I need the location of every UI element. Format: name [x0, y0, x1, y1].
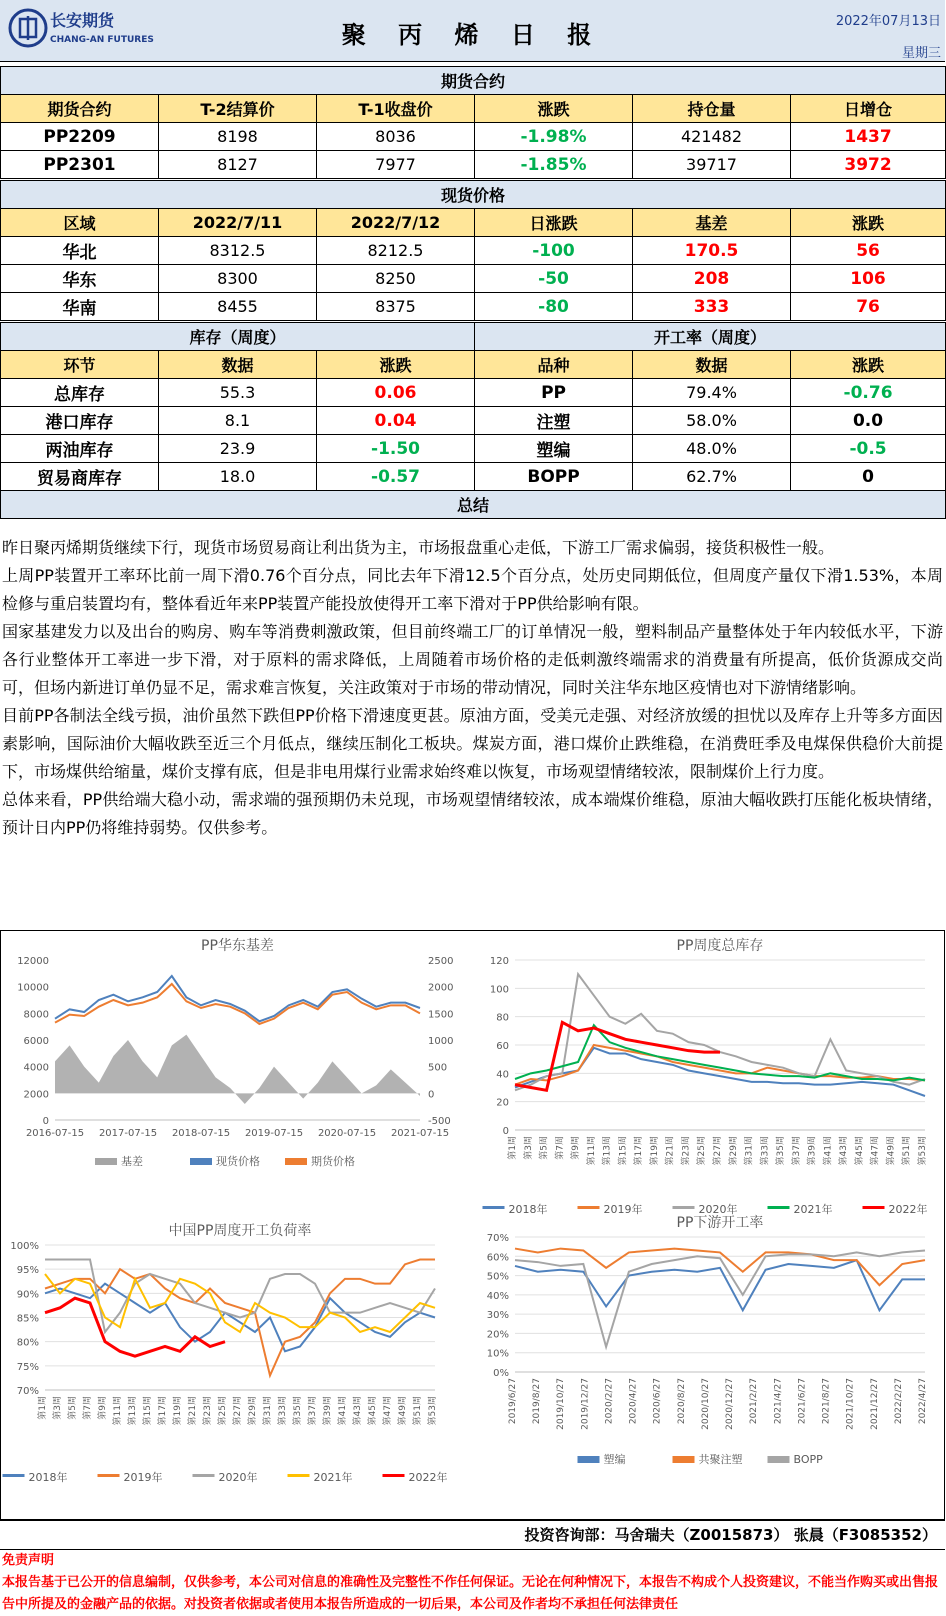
- cell: 79.4%: [633, 379, 791, 407]
- y-tick-label: 70%: [16, 1386, 39, 1397]
- change-cell: 56: [791, 237, 946, 265]
- x-tick-label: 第33周: [278, 1396, 288, 1426]
- change-cell: -0.57: [317, 463, 475, 491]
- y-tick-label: 85%: [16, 1313, 39, 1325]
- cell: 18.0: [159, 463, 317, 491]
- legend-swatch: [3, 1474, 25, 1477]
- inventory-section-title: 库存（周度）: [1, 323, 475, 351]
- x-tick-label: 第31周: [263, 1396, 273, 1426]
- spot-header-row: [1, 209, 946, 237]
- basis-cell: 333: [633, 293, 791, 321]
- series-line: [515, 1251, 925, 1347]
- series-line: [45, 1260, 435, 1333]
- y-tick-label: 4000: [23, 1062, 49, 1074]
- col-header: T-2结算价: [159, 95, 317, 123]
- x-tick-label: 第15周: [143, 1396, 153, 1426]
- x-tick-label: 2020/6/27: [652, 1378, 663, 1425]
- x-tick-label: 第31周: [744, 1136, 755, 1166]
- col-header: 区域: [1, 209, 159, 237]
- legend-swatch: [673, 1206, 695, 1209]
- cell: 8312.5: [159, 237, 317, 265]
- x-tick-label: 第3周: [53, 1396, 63, 1420]
- x-tick-label: 第41周: [338, 1396, 348, 1426]
- legend-swatch: [483, 1206, 505, 1209]
- legend-label: 现货价格: [216, 1155, 260, 1168]
- cell: 55.3: [159, 379, 317, 407]
- x-tick-label: 2021/8/27: [821, 1378, 832, 1425]
- change-cell: -1.50: [317, 435, 475, 463]
- col-header: 涨跌: [791, 209, 946, 237]
- y-right-tick-label: 0: [428, 1089, 435, 1101]
- cell: 8198: [159, 123, 317, 151]
- x-tick-label: 第33周: [760, 1136, 771, 1166]
- chart-title: PP华东基差: [201, 938, 274, 954]
- change-cell: -0.76: [791, 379, 946, 407]
- y-tick-label: 0: [42, 1116, 49, 1127]
- col-header: 持仓量: [633, 95, 791, 123]
- x-tick-label: 2022/4/27: [918, 1378, 928, 1425]
- legend-swatch: [190, 1158, 212, 1165]
- x-tick-label: 第37周: [791, 1136, 802, 1166]
- x-tick-label: 第17周: [634, 1136, 645, 1166]
- col-header: T-1收盘价: [317, 95, 475, 123]
- x-tick-label: 第53周: [428, 1396, 438, 1426]
- legend-label: BOPP: [793, 1453, 823, 1466]
- col-header: 数据: [633, 351, 791, 379]
- y-tick-label: 50%: [486, 1271, 509, 1283]
- table-row: [1, 293, 946, 321]
- legend-label: 期货价格: [311, 1155, 355, 1168]
- x-tick-label: 第11周: [586, 1136, 597, 1166]
- y-tick-label: 120: [489, 956, 509, 967]
- y-right-tick-label: 2000: [428, 982, 454, 994]
- change-cell: 0: [791, 463, 946, 491]
- y-tick-label: 30%: [486, 1310, 509, 1322]
- change-cell: 0.06: [317, 379, 475, 407]
- cell: 两油库存: [1, 435, 159, 463]
- x-tick-label: 2021-07-15: [390, 1128, 450, 1139]
- y-right-tick-label: -500: [428, 1116, 451, 1127]
- chart-title: PP下游开工率: [676, 1215, 764, 1231]
- cell: 421482: [633, 123, 791, 151]
- change-cell: -80: [475, 293, 633, 321]
- legend-swatch: [768, 1206, 790, 1209]
- y-right-tick-label: 2500: [428, 956, 454, 967]
- x-tick-label: 第9周: [571, 1136, 582, 1160]
- y-right-tick-label: 1500: [428, 1009, 454, 1021]
- change-cell: 1437: [791, 123, 946, 151]
- change-cell: 76: [791, 293, 946, 321]
- x-tick-label: 第49周: [886, 1136, 897, 1166]
- futures-section-title: 期货合约: [1, 67, 946, 95]
- x-tick-label: 2021/2/27: [749, 1378, 760, 1425]
- x-tick-label: 2020-07-15: [317, 1128, 377, 1139]
- y-tick-label: 12000: [17, 956, 49, 967]
- legend-swatch: [578, 1206, 600, 1209]
- col-header: 环节: [1, 351, 159, 379]
- y-tick-label: 40: [496, 1069, 509, 1081]
- disclaimer-title: 免责声明: [2, 1553, 55, 1568]
- region-cell: 华东: [1, 265, 159, 293]
- legend-label: 共聚注塑: [698, 1453, 743, 1466]
- col-header: 涨跌: [791, 351, 946, 379]
- disclaimer-body: 本报告基于已公开的信息编制，仅供参考，本公司对信息的准确性及完整性不作任何保证。无论在何种情况下，本报告不构成个人投资建议，不能当作购买或出售报告中所提及的金融产品的依据。对投资者依据或者使用本报告所造成的一切后果，本公司及作者均不承担任何法律责任: [2, 1575, 939, 1612]
- x-tick-label: 第43周: [353, 1396, 363, 1426]
- x-tick-label: 第21周: [665, 1136, 676, 1166]
- change-cell: 0.04: [317, 407, 475, 435]
- x-tick-label: 2022/2/27: [893, 1378, 904, 1425]
- x-tick-label: 第23周: [681, 1136, 692, 1166]
- x-tick-label: 2016-07-15: [25, 1128, 85, 1139]
- y-tick-label: 100%: [10, 1241, 39, 1252]
- x-tick-label: 第21周: [188, 1396, 198, 1426]
- x-tick-label: 第15周: [618, 1136, 629, 1166]
- y-tick-label: 75%: [16, 1361, 39, 1373]
- x-tick-label: 第49周: [398, 1396, 408, 1426]
- y-tick-label: 20: [496, 1097, 509, 1109]
- x-tick-label: 第25周: [218, 1396, 228, 1426]
- disclaimer: [2, 1550, 943, 1616]
- legend-label: 2019年: [123, 1471, 163, 1484]
- x-tick-label: 第53周: [918, 1136, 928, 1166]
- y-tick-label: 10000: [17, 982, 49, 994]
- y-tick-label: 2000: [23, 1089, 49, 1101]
- legend-swatch: [383, 1474, 405, 1477]
- x-tick-label: 第5周: [68, 1396, 78, 1420]
- x-tick-label: 2021/12/27: [869, 1378, 880, 1430]
- legend-label: 2021年: [793, 1203, 833, 1216]
- chart-title: 中国PP周度开工负荷率: [168, 1223, 312, 1239]
- y-tick-label: 60: [496, 1041, 509, 1052]
- table-row: [1, 265, 946, 293]
- y-tick-label: 0%: [493, 1368, 509, 1379]
- table-row: [1, 407, 946, 435]
- x-tick-label: 第45周: [368, 1396, 378, 1426]
- x-tick-label: 第5周: [539, 1136, 550, 1160]
- x-tick-label: 第27周: [233, 1396, 243, 1426]
- cell: 8212.5: [317, 237, 475, 265]
- series-line: [55, 976, 420, 1021]
- legend-label: 2022年: [888, 1203, 928, 1216]
- col-header: 基差: [633, 209, 791, 237]
- x-tick-label: 2020/8/27: [676, 1378, 687, 1425]
- legend-label: 基差: [121, 1155, 143, 1168]
- cell: 贸易商库存: [1, 463, 159, 491]
- cell: 8300: [159, 265, 317, 293]
- x-tick-label: 第27周: [713, 1136, 723, 1166]
- x-tick-label: 第29周: [728, 1136, 739, 1166]
- cell: 8036: [317, 123, 475, 151]
- x-tick-label: 第39周: [807, 1136, 818, 1166]
- cell: 总库存: [1, 379, 159, 407]
- legend-swatch: [863, 1206, 885, 1209]
- cell: BOPP: [475, 463, 633, 491]
- y-right-tick-label: 1000: [428, 1036, 454, 1047]
- y-tick-label: 100: [489, 984, 509, 996]
- y-tick-label: 10%: [486, 1348, 509, 1360]
- company-name-en: CHANG-AN FUTURES: [50, 35, 154, 45]
- x-tick-label: 2019/6/27: [508, 1378, 518, 1425]
- x-tick-label: 第35周: [776, 1136, 787, 1166]
- y-tick-label: 0: [502, 1126, 509, 1137]
- cell: 8375: [317, 293, 475, 321]
- summary-text: [2, 534, 943, 842]
- series-area: [55, 1035, 420, 1104]
- futures-header-row: [1, 95, 946, 123]
- x-tick-label: 2020/2/27: [604, 1378, 615, 1425]
- contact-line: 投资咨询部：马舍瑞夫（Z0015873） 张晨（F3085352）: [0, 1520, 945, 1550]
- change-cell: 0.0: [791, 407, 946, 435]
- y-tick-label: 80%: [16, 1337, 39, 1349]
- legend-label: 2018年: [28, 1471, 68, 1484]
- legend-swatch: [578, 1456, 600, 1463]
- y-tick-label: 20%: [486, 1329, 509, 1341]
- report-weekday: 星期三: [901, 46, 941, 61]
- x-tick-label: 第51周: [413, 1396, 423, 1426]
- x-tick-label: 第37周: [308, 1396, 318, 1426]
- cell: 39717: [633, 151, 791, 179]
- report-title: 聚 丙 烯 日 报: [341, 21, 604, 49]
- change-cell: 3972: [791, 151, 946, 179]
- x-tick-label: 第47周: [870, 1136, 881, 1166]
- col-header: 2022/7/11: [159, 209, 317, 237]
- x-tick-label: 第41周: [823, 1136, 834, 1166]
- x-tick-label: 2021/6/27: [797, 1378, 808, 1425]
- legend-label: 2018年: [508, 1203, 548, 1216]
- x-tick-label: 2020/10/27: [700, 1378, 711, 1430]
- change-cell: -50: [475, 265, 633, 293]
- cell: 58.0%: [633, 407, 791, 435]
- table-row: [1, 463, 946, 491]
- basis-cell: 208: [633, 265, 791, 293]
- charts-svg: [0, 930, 945, 1520]
- legend-swatch: [285, 1158, 307, 1165]
- legend-swatch: [193, 1474, 215, 1477]
- cell: 港口库存: [1, 407, 159, 435]
- summary-paragraph: 总体来看，PP供给端大稳小动，需求端的强预期仍未兑现，市场观望情绪较浓，成本端煤价维稳，原油大幅收跌打压能化板块情绪，预计日内PP仍将维持弱势。仅供参考。: [2, 790, 943, 837]
- region-cell: 华北: [1, 237, 159, 265]
- cell: 注塑: [475, 407, 633, 435]
- y-tick-label: 8000: [23, 1009, 49, 1021]
- y-tick-label: 70%: [486, 1233, 509, 1244]
- x-tick-label: 第13周: [128, 1396, 138, 1426]
- legend-swatch: [288, 1474, 310, 1477]
- col-header: 日涨跌: [475, 209, 633, 237]
- table-row: [1, 435, 946, 463]
- x-tick-label: 第29周: [248, 1396, 258, 1426]
- summary-section-title: 总结: [1, 491, 946, 519]
- x-tick-label: 第13周: [602, 1136, 613, 1166]
- x-tick-label: 2019-07-15: [244, 1128, 304, 1139]
- x-tick-label: 第45周: [854, 1136, 865, 1166]
- series-line: [55, 984, 420, 1024]
- col-header: 数据: [159, 351, 317, 379]
- change-cell: -1.85%: [475, 151, 633, 179]
- cell: 塑编: [475, 435, 633, 463]
- report-date: 2022年07月13日: [835, 14, 941, 29]
- summary-paragraph: 目前PP各制法全线亏损，油价虽然下跌但PP价格下滑速度更甚。原油方面，受美元走强、对经济放缓的担忧以及库存上升等多方面因素影响，国际油价大幅收跌至近三个月低点，继续压制化工板块。煤炭方面，港口煤价止跌维稳，在消费旺季及电煤保供稳价大前提下，市场煤供给缩量，煤价支撑有底，但是非电用煤行业需求始终难以恢复，市场观望情绪较浓，限制煤价上行力度。: [2, 706, 943, 781]
- y-tick-label: 95%: [16, 1265, 39, 1277]
- y-tick-label: 60%: [486, 1252, 509, 1264]
- y-tick-label: 6000: [23, 1036, 49, 1047]
- x-tick-label: 第1周: [38, 1396, 48, 1420]
- legend-swatch: [673, 1456, 695, 1463]
- table-row: [1, 123, 946, 151]
- y-tick-label: 90%: [16, 1289, 39, 1301]
- futures-table: [0, 66, 946, 179]
- cell: 23.9: [159, 435, 317, 463]
- col-header: 品种: [475, 351, 633, 379]
- col-header: 期货合约: [1, 95, 159, 123]
- cell: PP: [475, 379, 633, 407]
- operating-section-title: 开工率（周度）: [475, 323, 946, 351]
- x-tick-label: 第17周: [158, 1396, 168, 1426]
- x-tick-label: 第3周: [523, 1136, 534, 1160]
- summary-paragraph: 国家基建发力以及出台的购房、购车等消费刺激政策，但目前终端工厂的订单情况一般，塑料制品产量整体处于年内较低水平，下游各行业整体开工率进一步下滑，对于原料的需求降低，上周随着市场价格的走低刺激终端需求的消费量有所提高，低价货源成交尚可，但场内新进订单仍显不足，需求难言恢复，关注政策对于市场的带动情况，同时关注华东地区疫情也对下游情绪影响。: [2, 622, 943, 697]
- legend-label: 2019年: [603, 1203, 643, 1216]
- x-tick-label: 2021/10/27: [845, 1378, 856, 1430]
- region-cell: 华南: [1, 293, 159, 321]
- x-tick-label: 第11周: [113, 1396, 123, 1426]
- table-row: [1, 151, 946, 179]
- change-cell: 106: [791, 265, 946, 293]
- y-right-tick-label: 500: [428, 1062, 448, 1074]
- col-header: 涨跌: [317, 351, 475, 379]
- summary-paragraph: 上周PP装置开工率环比前一周下滑0.76个百分点，同比去年下滑12.5个百分点，处历史同期低位，但周度产量仅下滑1.53%，本周检修与重启装置均有，整体看近年来PP装置产能投放使得开工率下滑对于PP供给影响有限。: [2, 566, 943, 613]
- cell: 8455: [159, 293, 317, 321]
- inventory-operating-table: [0, 322, 946, 519]
- table-row: [1, 237, 946, 265]
- contract-cell: PP2209: [1, 123, 159, 151]
- x-tick-label: 第7周: [83, 1396, 93, 1420]
- x-tick-label: 第47周: [383, 1396, 393, 1426]
- x-tick-label: 第7周: [555, 1136, 566, 1160]
- x-tick-label: 第19周: [173, 1396, 183, 1426]
- chart-title: PP周度总库存: [676, 938, 764, 954]
- x-tick-label: 第51周: [902, 1136, 913, 1166]
- x-tick-label: 2019/12/27: [580, 1378, 591, 1430]
- x-tick-label: 第25周: [697, 1136, 708, 1166]
- cell: 8250: [317, 265, 475, 293]
- col-header: 2022/7/12: [317, 209, 475, 237]
- x-tick-label: 2020/12/27: [725, 1378, 736, 1430]
- summary-paragraph: 昨日聚丙烯期货继续下行，现货市场贸易商让利出货为主，市场报盘重心走低，下游工厂需求偏弱，接货积极性一般。: [2, 538, 835, 557]
- cell: 8127: [159, 151, 317, 179]
- x-tick-label: 第43周: [839, 1136, 850, 1166]
- series-line: [45, 1298, 225, 1356]
- x-tick-label: 第23周: [203, 1396, 213, 1426]
- change-cell: -1.98%: [475, 123, 633, 151]
- x-tick-label: 第35周: [293, 1396, 303, 1426]
- contract-cell: PP2301: [1, 151, 159, 179]
- legend-label: 2022年: [408, 1471, 448, 1484]
- x-tick-label: 第1周: [508, 1136, 518, 1160]
- legend-swatch: [768, 1456, 790, 1463]
- spot-section-title: 现货价格: [1, 181, 946, 209]
- x-tick-label: 2019/10/27: [556, 1378, 567, 1430]
- y-tick-label: 40%: [486, 1290, 509, 1302]
- x-tick-label: 第9周: [98, 1396, 108, 1420]
- spot-table: [0, 180, 946, 321]
- x-tick-label: 2018-07-15: [171, 1128, 231, 1139]
- change-cell: -0.5: [791, 435, 946, 463]
- x-tick-label: 2021/4/27: [773, 1378, 784, 1425]
- inventory-header-row: [1, 351, 946, 379]
- col-header: 涨跌: [475, 95, 633, 123]
- legend-swatch: [95, 1158, 117, 1165]
- x-tick-label: 2019/8/27: [532, 1378, 543, 1425]
- col-header: 日增仓: [791, 95, 946, 123]
- cell: 48.0%: [633, 435, 791, 463]
- cell: 8.1: [159, 407, 317, 435]
- x-tick-label: 第39周: [323, 1396, 333, 1426]
- x-tick-label: 第19周: [649, 1136, 660, 1166]
- legend-swatch: [98, 1474, 120, 1477]
- legend-label: 2020年: [218, 1471, 258, 1484]
- change-cell: -100: [475, 237, 633, 265]
- cell: 7977: [317, 151, 475, 179]
- cell: 62.7%: [633, 463, 791, 491]
- legend-label: 2021年: [313, 1471, 353, 1484]
- y-tick-label: 80: [496, 1012, 509, 1024]
- legend-label: 2020年: [698, 1203, 738, 1216]
- basis-cell: 170.5: [633, 237, 791, 265]
- x-tick-label: 2017-07-15: [98, 1128, 158, 1139]
- table-row: [1, 379, 946, 407]
- legend-label: 塑编: [603, 1453, 626, 1466]
- x-tick-label: 2020/4/27: [628, 1378, 639, 1425]
- company-name-cn: 长安期货: [50, 11, 115, 30]
